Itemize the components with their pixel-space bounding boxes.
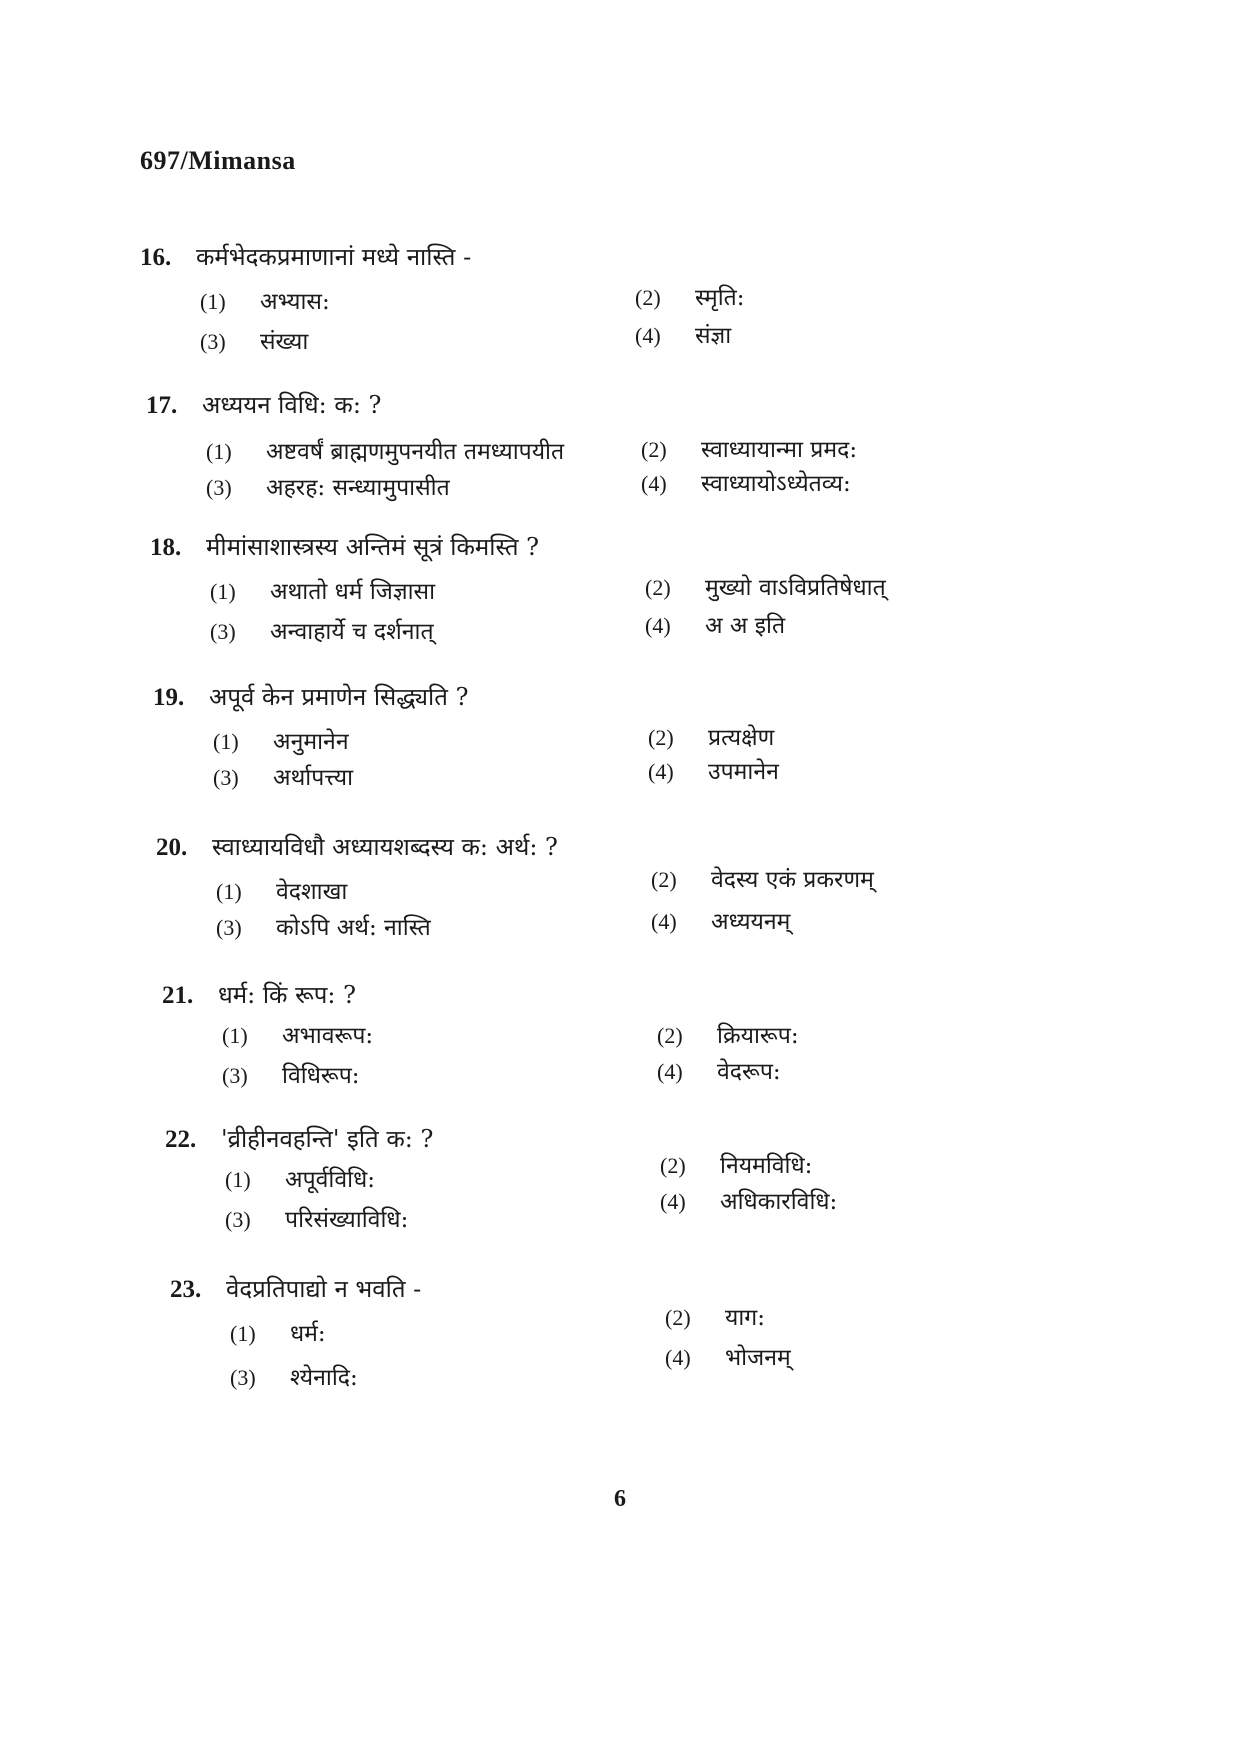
- option-1: [206, 434, 564, 466]
- option-number: (3): [216, 915, 242, 940]
- option-text: अथातो धर्म जिज्ञासा: [270, 579, 436, 605]
- option-number: (1): [230, 1321, 256, 1346]
- option-4: [648, 754, 779, 786]
- option-text: वेदस्य एकं प्रकरणम्: [711, 867, 874, 893]
- question-text: स्वाध्यायविधौ अध्यायशब्दस्य क: अर्थ: ?: [212, 833, 558, 861]
- option-text: अधिकारविधि:: [720, 1189, 838, 1215]
- option-number: (2): [635, 285, 661, 310]
- option-text: अन्वाहार्ये च दर्शनात्: [270, 619, 434, 645]
- option-3: [213, 760, 353, 792]
- page-header: 697/Mimansa: [140, 146, 296, 175]
- option-text: श्येनादि:: [290, 1365, 358, 1391]
- question-text: धर्म: किं रूप: ?: [218, 981, 356, 1009]
- option-number: (1): [225, 1167, 251, 1192]
- option-number: (2): [665, 1305, 691, 1330]
- option-4: [665, 1340, 791, 1372]
- option-4: [635, 318, 731, 350]
- option-3: [225, 1202, 408, 1234]
- option-number: (2): [645, 575, 671, 600]
- option-number: (2): [657, 1023, 683, 1048]
- option-text: परिसंख्याविधि:: [285, 1207, 409, 1233]
- option-number: (2): [651, 867, 677, 892]
- question-21: [162, 978, 1062, 1098]
- option-1: [222, 1018, 373, 1050]
- option-number: (3): [213, 765, 239, 790]
- option-number: (4): [635, 323, 661, 348]
- option-3: [210, 614, 434, 646]
- option-1: [213, 724, 349, 756]
- option-text: अ अ इति: [705, 613, 786, 639]
- option-number: (4): [641, 471, 667, 496]
- option-4: [657, 1054, 781, 1086]
- option-3: [200, 324, 308, 356]
- option-text: स्वाध्यायोऽध्येतव्य:: [701, 471, 851, 497]
- option-text: स्वाध्यायान्मा प्रमद:: [701, 437, 858, 463]
- option-4: [660, 1184, 837, 1216]
- option-text: याग:: [725, 1305, 765, 1331]
- option-number: (4): [645, 613, 671, 638]
- option-text: अर्थापत्त्या: [273, 765, 354, 791]
- option-text: वेदरूप:: [717, 1059, 781, 1085]
- option-text: अनुमानेन: [273, 729, 349, 755]
- option-number: (3): [225, 1207, 251, 1232]
- option-text: उपमानेन: [708, 759, 779, 785]
- option-number: (1): [206, 439, 232, 464]
- option-2: [648, 720, 774, 752]
- option-number: (1): [222, 1023, 248, 1048]
- option-text: अहरह: सन्ध्यामुपासीत: [266, 475, 450, 501]
- option-2: [660, 1148, 812, 1180]
- question-number: 18.: [150, 534, 182, 561]
- option-number: (4): [648, 759, 674, 784]
- question-number: 20.: [156, 834, 188, 861]
- option-text: अध्ययनम्: [711, 909, 791, 935]
- option-1: [225, 1162, 375, 1194]
- option-number: (3): [200, 329, 226, 354]
- option-text: प्रत्यक्षेण: [708, 725, 775, 751]
- question-text: अपूर्व केन प्रमाणेन सिद्ध्यति ?: [209, 683, 469, 711]
- option-2: [635, 280, 745, 312]
- question-text: कर्मभेदकप्रमाणानां मध्ये नास्ति -: [196, 243, 472, 271]
- question-text: 'व्रीहीनवहन्ति' इति क: ?: [221, 1125, 434, 1153]
- page-number: 6: [614, 1486, 626, 1512]
- option-number: (1): [216, 879, 242, 904]
- question-text: वेदप्रतिपाद्यो न भवति -: [226, 1275, 422, 1303]
- option-text: क्रियारूप:: [717, 1023, 799, 1049]
- question-19: [153, 680, 1053, 800]
- question-number: 23.: [170, 1276, 202, 1303]
- option-number: (3): [210, 619, 236, 644]
- option-text: विधिरूप:: [282, 1063, 360, 1089]
- option-text: अभावरूप:: [282, 1023, 374, 1049]
- option-number: (4): [660, 1189, 686, 1214]
- option-number: (3): [222, 1063, 248, 1088]
- question-number: 22.: [165, 1126, 197, 1153]
- question-number: 21.: [162, 982, 194, 1009]
- option-number: (2): [648, 725, 674, 750]
- question-number: 17.: [146, 392, 178, 419]
- option-text: अष्टवर्षं ब्राह्मणमुपनयीत तमध्यापयीत: [266, 439, 565, 465]
- option-text: धर्म:: [290, 1321, 326, 1347]
- question-20: [156, 830, 1056, 950]
- option-text: स्मृति:: [695, 285, 745, 311]
- option-number: (4): [657, 1059, 683, 1084]
- option-number: (3): [206, 475, 232, 500]
- option-3: [222, 1058, 360, 1090]
- option-number: (2): [641, 437, 667, 462]
- option-text: भोजनम्: [725, 1345, 791, 1371]
- option-1: [230, 1316, 326, 1348]
- option-1: [216, 874, 347, 906]
- option-number: (2): [660, 1153, 686, 1178]
- option-2: [665, 1300, 765, 1332]
- option-3: [230, 1360, 358, 1392]
- option-3: [216, 910, 431, 942]
- question-22: [165, 1122, 1065, 1242]
- question-17: [146, 388, 1046, 508]
- option-number: (4): [651, 909, 677, 934]
- option-4: [641, 466, 851, 498]
- option-text: कोऽपि अर्थ: नास्ति: [276, 915, 431, 941]
- option-text: अभ्यास:: [260, 289, 330, 315]
- question-text: मीमांसाशास्त्रस्य अन्तिमं सूत्रं किमस्ति ?: [206, 533, 540, 561]
- option-3: [206, 470, 450, 502]
- question-16: [140, 240, 1040, 360]
- option-4: [651, 904, 790, 936]
- option-number: (3): [230, 1365, 256, 1390]
- option-text: अपूर्वविधि:: [285, 1167, 376, 1193]
- option-text: वेदशाखा: [276, 879, 348, 905]
- option-number: (1): [210, 579, 236, 604]
- question-number: 16.: [140, 244, 172, 271]
- option-2: [641, 432, 857, 464]
- option-text: संज्ञा: [695, 323, 732, 349]
- option-2: [651, 862, 874, 894]
- option-number: (4): [665, 1345, 691, 1370]
- option-2: [645, 570, 886, 602]
- question-text: अध्ययन विधि: क: ?: [202, 391, 382, 419]
- question-18: [150, 530, 1050, 650]
- option-text: संख्या: [260, 329, 309, 355]
- option-1: [210, 574, 435, 606]
- question-23: [170, 1272, 1070, 1392]
- option-4: [645, 608, 785, 640]
- option-2: [657, 1018, 799, 1050]
- option-text: नियमविधि:: [720, 1153, 813, 1179]
- option-number: (1): [213, 729, 239, 754]
- option-number: (1): [200, 289, 226, 314]
- option-text: मुख्यो वाऽविप्रतिषेधात्: [705, 575, 886, 601]
- option-1: [200, 284, 330, 316]
- question-number: 19.: [153, 684, 185, 711]
